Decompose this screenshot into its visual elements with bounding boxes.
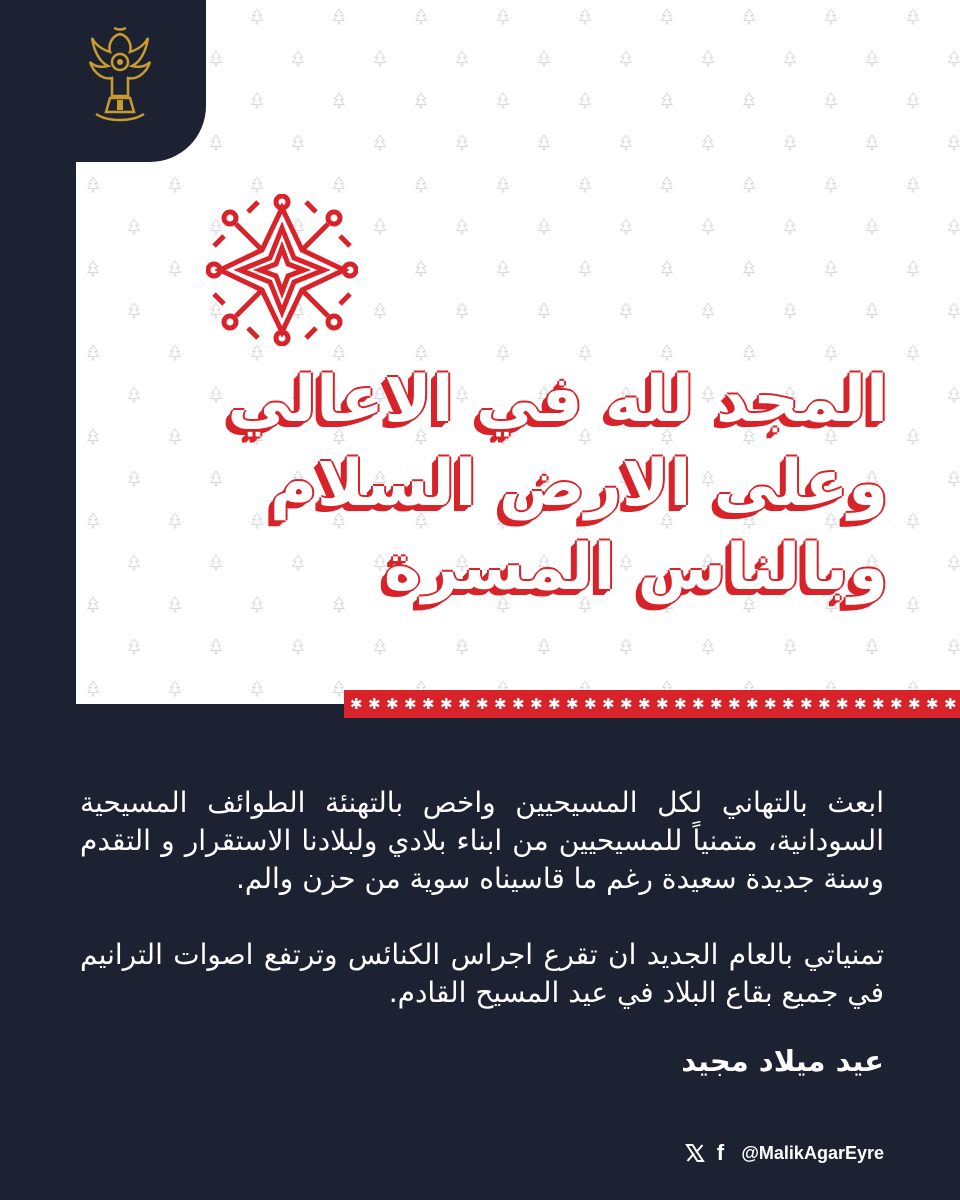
- headline: [227, 358, 888, 610]
- strip-star-icon: ✱: [782, 695, 795, 713]
- strip-star-icon: ✱: [908, 695, 921, 713]
- strip-star-icon: ✱: [728, 695, 741, 713]
- strip-star-icon: ✱: [944, 695, 957, 713]
- strip-star-icon: ✱: [386, 695, 399, 713]
- strip-star-icon: ✱: [422, 695, 435, 713]
- facebook-icon[interactable]: f: [716, 1140, 725, 1165]
- strip-star-icon: ✱: [530, 695, 543, 713]
- strip-star-icon: ✱: [638, 695, 651, 713]
- strip-star-icon: ✱: [656, 695, 669, 713]
- headline-line-3: وبالناس المسرة: [383, 531, 888, 605]
- strip-star-icon: ✱: [836, 695, 849, 713]
- strip-star-icon: ✱: [746, 695, 759, 713]
- strip-star-icon: ✱: [512, 695, 525, 713]
- strip-star-icon: ✱: [674, 695, 687, 713]
- x-logo-icon[interactable]: [685, 1143, 705, 1163]
- message-body: [80, 784, 884, 1012]
- strip-star-icon: ✱: [854, 695, 867, 713]
- strip-star-icon: ✱: [872, 695, 885, 713]
- social-footer: [685, 1138, 884, 1168]
- strip-star-icon: ✱: [584, 695, 597, 713]
- strip-star-icon: ✱: [890, 695, 903, 713]
- strip-star-icon: ✱: [764, 695, 777, 713]
- strip-star-icon: ✱: [620, 695, 633, 713]
- strip-star-icon: ✱: [692, 695, 705, 713]
- strip-star-icon: ✱: [476, 695, 489, 713]
- strip-star-icon: ✱: [458, 695, 471, 713]
- strip-star-icon: ✱: [710, 695, 723, 713]
- strip-star-icon: ✱: [602, 695, 615, 713]
- strip-star-icon: ✱: [800, 695, 813, 713]
- sudan-emblem-icon: [84, 26, 156, 130]
- strip-star-icon: ✱: [926, 695, 939, 713]
- strip-star-icon: ✱: [548, 695, 561, 713]
- strip-star-icon: ✱: [350, 695, 363, 713]
- strip-star-icon: ✱: [440, 695, 453, 713]
- headline-line-1: المجد لله في الاعالي: [227, 363, 888, 437]
- headline-line-2: وعلى الارض السلام: [269, 447, 888, 521]
- strip-star-icon: ✱: [368, 695, 381, 713]
- strip-star-icon: ✱: [818, 695, 831, 713]
- greeting-line: عيد ميلاد مجيد: [681, 1044, 884, 1078]
- strip-star-icon: ✱: [404, 695, 417, 713]
- message-paragraph-2: تمنياتي بالعام الجديد ان تقرع اجراس الكنائس وترتفع اصوات الترانيم في جميع بقاع البلاد في عيد المسيح القادم.: [80, 938, 884, 1009]
- snowflake-icon: [206, 194, 358, 346]
- social-handle[interactable]: @MalikAgarEyre: [741, 1142, 884, 1163]
- decorative-star-strip: [344, 690, 960, 718]
- strip-star-icon: ✱: [494, 695, 507, 713]
- message-paragraph-1: ابعث بالتهاني لكل المسيحيين واخص بالتهنئة الطوائف المسيحية السودانية، متمنياً للمسيحيين من ابناء بلادي ولبلادنا الاستقرار و التقدم وسنة جديدة سعيدة رغم ما قاسيناه سوية من حزن والم.: [80, 786, 884, 895]
- strip-star-icon: ✱: [566, 695, 579, 713]
